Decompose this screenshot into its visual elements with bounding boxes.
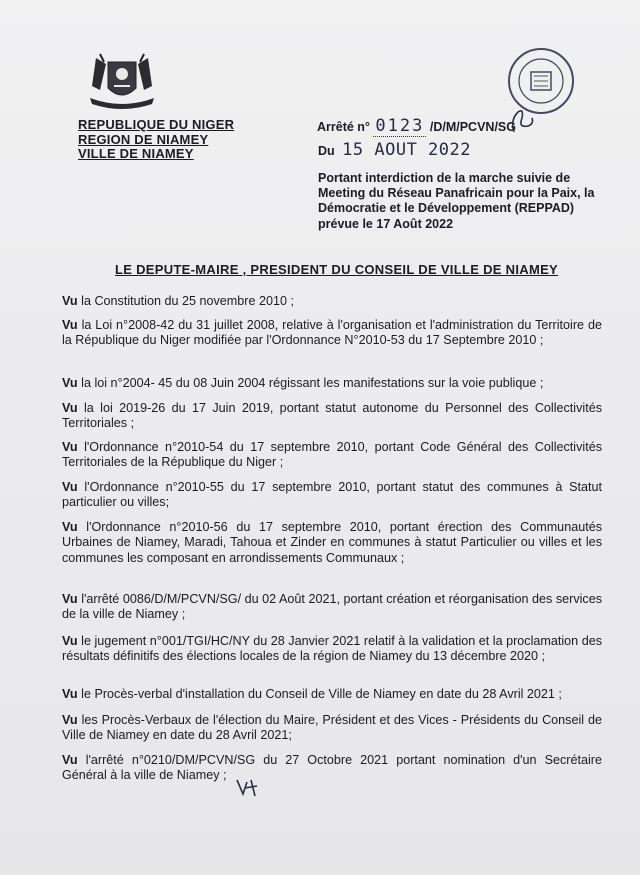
vu-keyword: Vu bbox=[62, 520, 78, 534]
date-value: 15 AOUT 2022 bbox=[342, 140, 471, 160]
republic-header bbox=[78, 118, 234, 162]
consideration-text: la loi 2019-26 du 17 Juin 2019, portant statut autonome du Personnel des Collectivités Territoriales ; bbox=[62, 401, 602, 431]
date-label: Du bbox=[318, 144, 335, 158]
consideration-text: l'Ordonnance n°2010-55 du 17 septembre 2010, portant statut des communes à Statut particulier ou villes; bbox=[62, 480, 602, 510]
region-line: REGION DE NIAMEY bbox=[78, 131, 209, 147]
consideration-item bbox=[62, 713, 602, 744]
handwritten-initial-icon bbox=[233, 776, 263, 798]
vu-keyword: Vu bbox=[62, 634, 78, 648]
consideration-text: le Procès-verbal d'installation du Conseil de Ville de Niamey en date du 28 Avril 2021 ; bbox=[81, 687, 562, 701]
consideration-item bbox=[62, 376, 602, 391]
consideration-item bbox=[62, 753, 602, 784]
vu-keyword: Vu bbox=[62, 687, 78, 701]
arrete-label: Arrêté n° bbox=[317, 120, 370, 134]
consideration-text: l'Ordonnance n°2010-54 du 17 septembre 2010, portant Code Général des Collectivités Territoriales de la République du Niger ; bbox=[62, 440, 602, 470]
vu-keyword: Vu bbox=[62, 440, 78, 454]
arrete-subject: Portant interdiction de la marche suivie de Meeting du Réseau Panafricain pour la Paix, la Démocratie et le Développement (REPPAD) prévue le 17 Août 2022 bbox=[318, 171, 595, 231]
consideration-item bbox=[62, 318, 602, 349]
arrete-number: 0123 bbox=[375, 116, 425, 136]
vu-keyword: Vu bbox=[62, 294, 78, 308]
republic-line: REPUBLIQUE DU NIGER bbox=[78, 117, 235, 132]
consideration-item bbox=[62, 592, 602, 623]
arrete-suffix: /D/M/PCVN/SG bbox=[429, 120, 516, 134]
handwritten-initial-icon bbox=[508, 106, 538, 136]
consideration-item bbox=[62, 687, 602, 702]
consideration-item bbox=[62, 520, 602, 566]
consideration-text: la Constitution du 25 novembre 2010 ; bbox=[81, 294, 294, 308]
consideration-text: l'arrêté n°0210/DM/PCVN/SG du 27 Octobre 2021 portant nomination d'un Secrétaire Général à la ville de Niamey ; bbox=[62, 753, 602, 783]
vu-keyword: Vu bbox=[62, 713, 78, 727]
vu-keyword: Vu bbox=[62, 592, 78, 606]
authority-heading: LE DEPUTE-MAIRE , PRESIDENT DU CONSEIL DE VILLE DE NIAMEY bbox=[115, 262, 559, 277]
consideration-text: la loi n°2004- 45 du 08 Juin 2004 régissant les manifestations sur la voie publique ; bbox=[81, 376, 544, 390]
city-line: VILLE DE NIAMEY bbox=[78, 146, 194, 161]
consideration-item bbox=[62, 634, 602, 665]
vu-keyword: Vu bbox=[62, 753, 78, 767]
consideration-text: la Loi n°2008-42 du 31 juillet 2008, relative à l'organisation et l'administration du Territoire de la République du Niger modifiée par l'Ordonnance N°2010-53 du 17 Septembre 2010 ; bbox=[62, 318, 602, 348]
arrete-date bbox=[318, 140, 471, 160]
consideration-text: l'arrêté 0086/D/M/PCVN/SG/ du 02 Août 2021, portant création et réorganisation des services de la ville de Niamey ; bbox=[62, 592, 603, 622]
consideration-item bbox=[62, 480, 602, 511]
vu-keyword: Vu bbox=[62, 480, 78, 494]
consideration-text: le jugement n°001/TGI/HC/NY du 28 Janvier 2021 relatif à la validation et la proclamation des résultats définitifs des élections locales de la région de Niamey du 13 décembre 2020 ; bbox=[62, 634, 602, 664]
niger-coat-of-arms-icon bbox=[86, 50, 158, 116]
vu-keyword: Vu bbox=[62, 318, 78, 332]
vu-keyword: Vu bbox=[62, 376, 78, 390]
consideration-item bbox=[62, 294, 602, 309]
arrete-reference bbox=[317, 116, 516, 136]
consideration-item bbox=[62, 401, 602, 432]
consideration-text: les Procès-Verbaux de l'élection du Maire, Président et des Vices - Présidents du Conseil de Ville de Niamey en date du 28 Avril 2021; bbox=[62, 713, 603, 743]
vu-keyword: Vu bbox=[62, 401, 78, 415]
consideration-text: l'Ordonnance n°2010-56 du 17 septembre 2010, portant érection des Communautés Urbaines de Niamey, Maradi, Tahoua et Zinder en communes à statut Particulier ou villes et les communes les composant en arrondissements Communaux ; bbox=[62, 520, 603, 565]
consideration-item bbox=[62, 440, 602, 471]
